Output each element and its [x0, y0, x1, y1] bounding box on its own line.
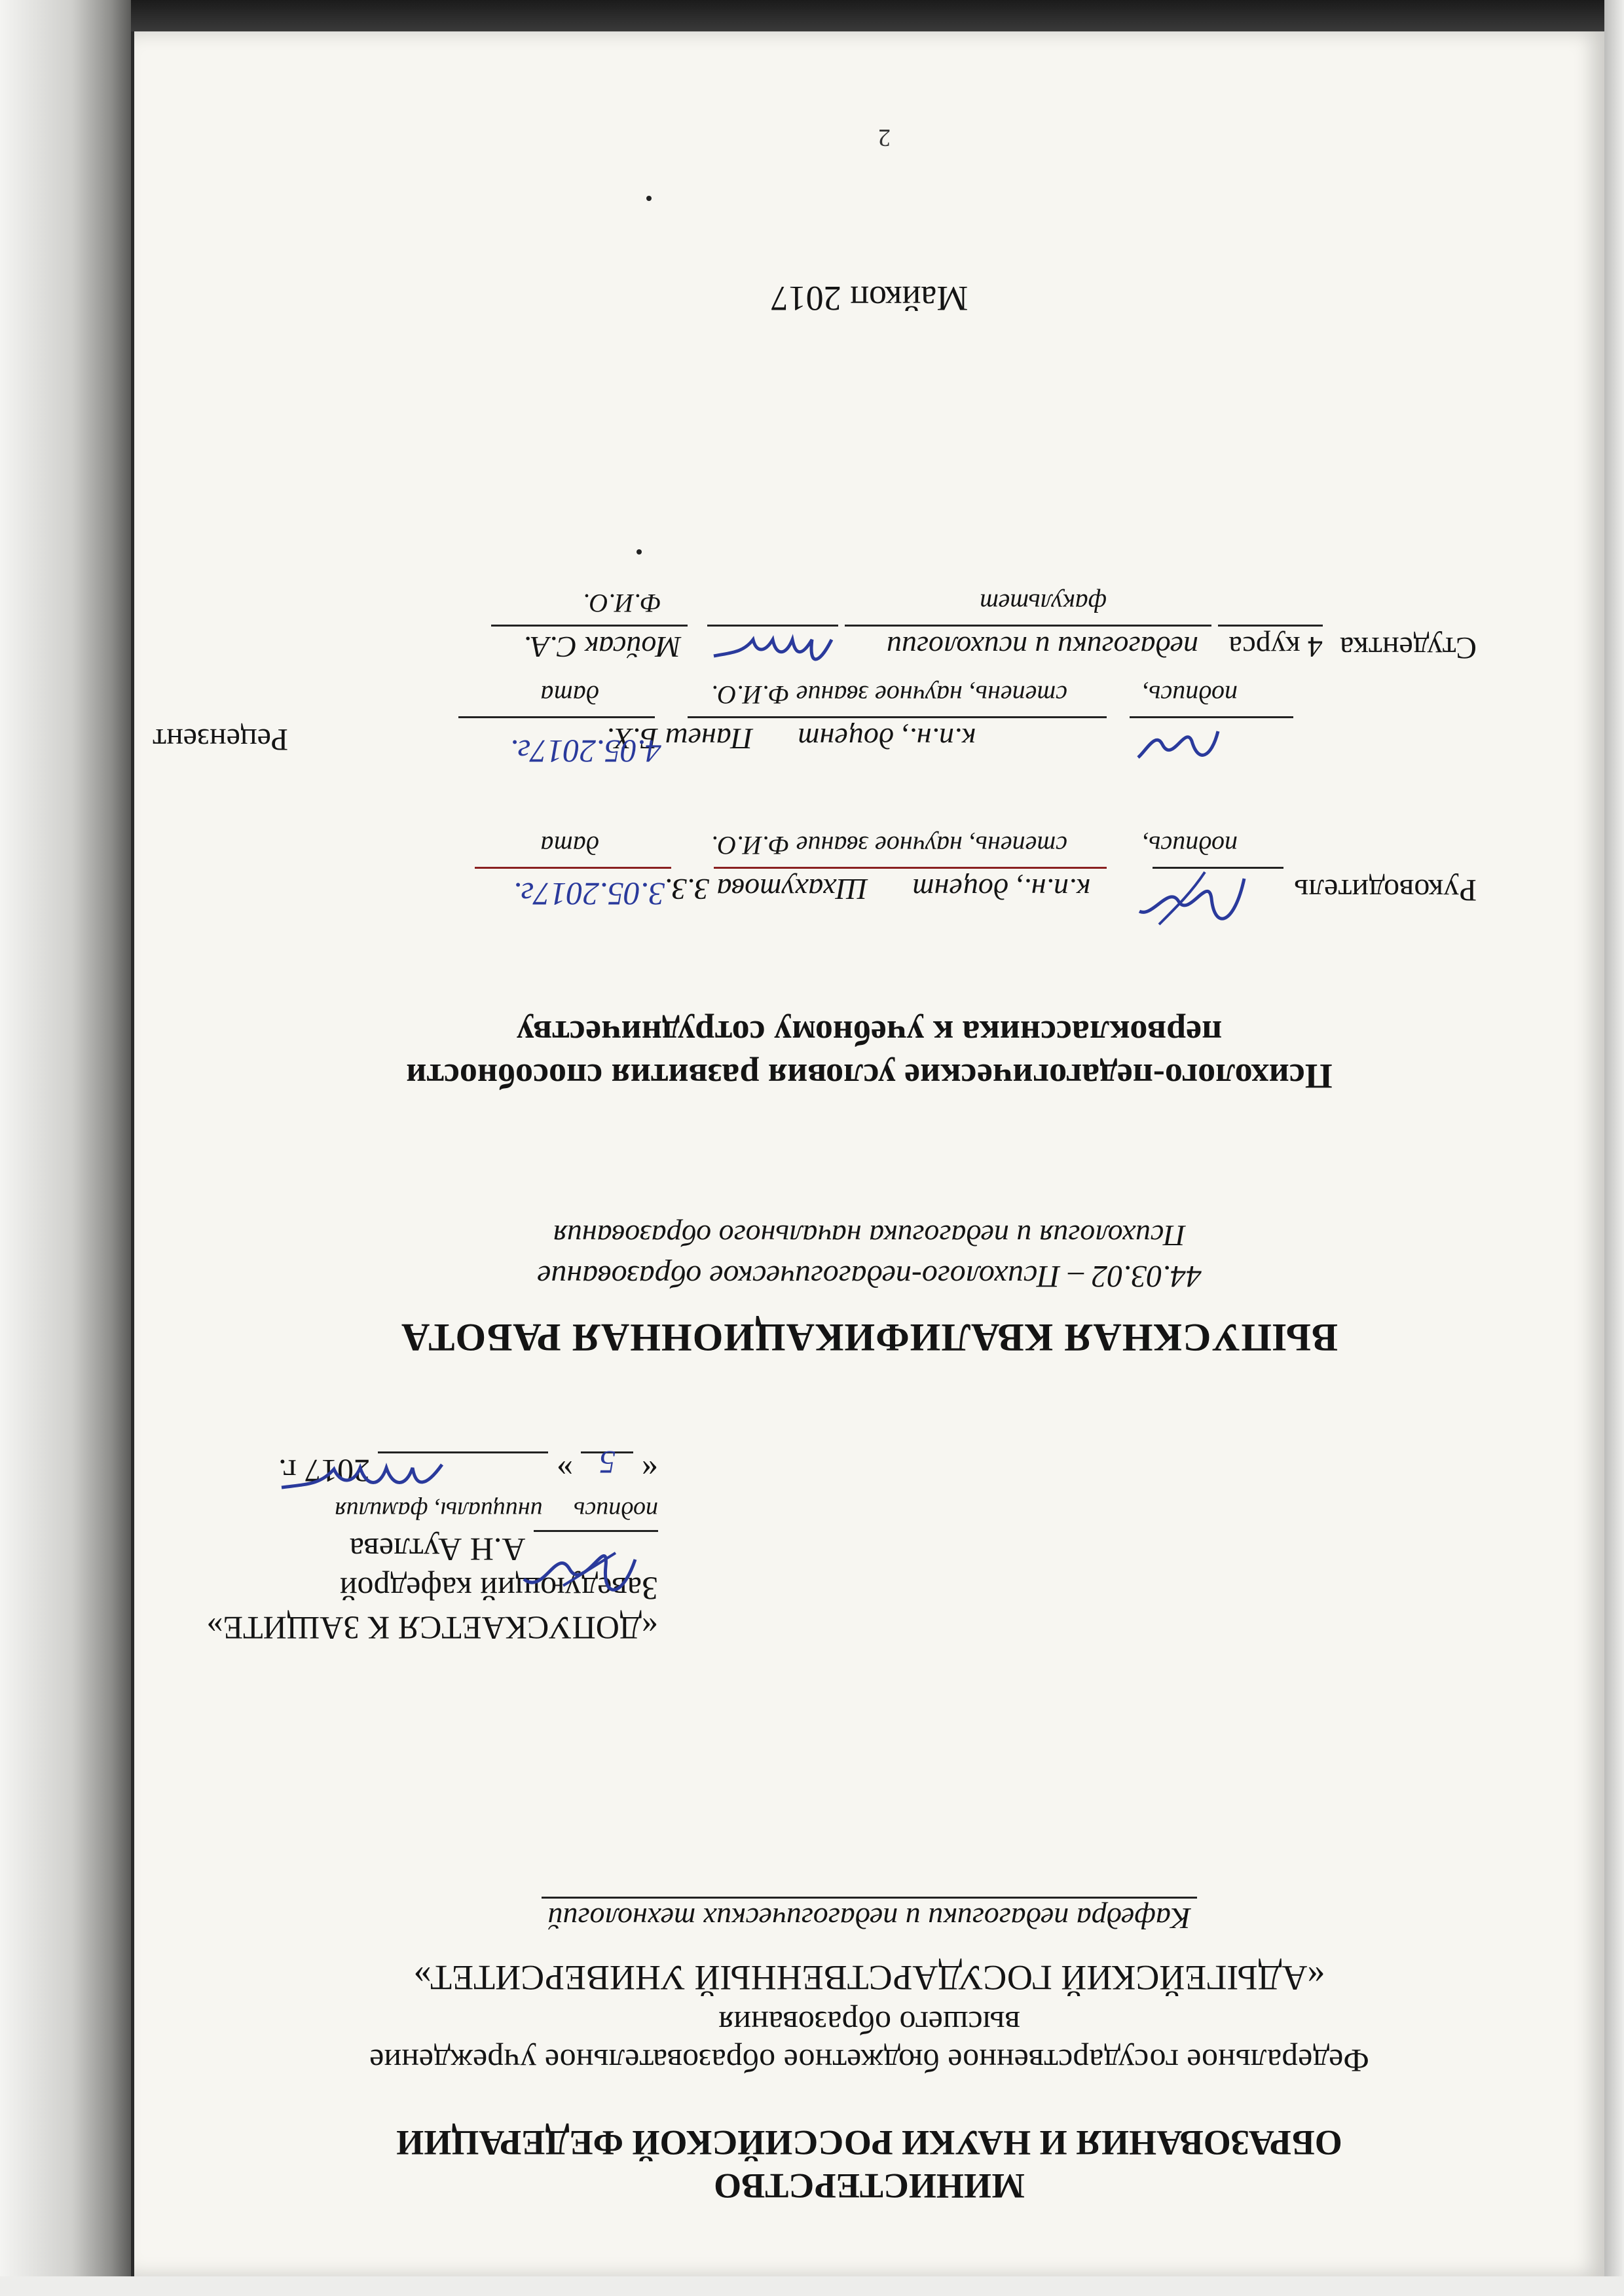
supervisor-date: 3.05.2017г. — [513, 876, 665, 913]
student-faculty-line — [845, 625, 1211, 627]
date-day-field — [581, 1444, 634, 1482]
scanner-edge-top — [0, 0, 1624, 31]
admission-stamp: «ДОПУСКАЕТСЯ К ЗАЩИТЕ» — [206, 1610, 658, 1647]
program-code: 44.03.02 – Психолого-педагогическое образование — [537, 1259, 1202, 1294]
head-name: А.Н Аутлева — [349, 1531, 526, 1568]
scanner-edge-right — [1604, 0, 1624, 2296]
scanner-edge-left — [0, 0, 131, 2296]
ministry-line-1: МИНИСТЕРСТВО — [714, 2166, 1025, 2206]
title-page — [134, 31, 1604, 2276]
date-quote-close: » — [557, 1453, 573, 1489]
supervisor-caption-date: дата — [540, 831, 599, 860]
reviewer-date-line — [458, 716, 655, 718]
scan-speck — [637, 549, 642, 555]
supervisor-signature — [1133, 866, 1251, 938]
university-name: «АДЫГЕЙСКИЙ ГОСУДАРСТВЕННЫЙ УНИВЕРСИТЕТ» — [413, 1958, 1325, 1997]
date-year: 2017 г. — [278, 1453, 370, 1489]
document-type: ВЫПУСКНАЯ КВАЛИФИКАЦИОННАЯ РАБОТА — [401, 1316, 1338, 1359]
institution-line-2: высшего образования — [718, 2005, 1020, 2041]
supervisor-name: Шхахутова З.З. — [664, 873, 868, 906]
head-caption: подпись инициалы, фамилия — [335, 1497, 658, 1524]
department-name — [134, 1897, 1604, 1936]
thesis-title — [134, 1011, 1604, 1098]
page-number: 2 — [878, 124, 891, 151]
student-faculty: педагогики и психологии — [886, 630, 1198, 664]
scanner-edge-bottom — [0, 2276, 1624, 2296]
reviewer-signature — [1133, 718, 1225, 777]
scan-speck — [646, 196, 652, 201]
ministry-line-2: ОБРАЗОВАНИЯ И НАУКИ РОССИЙСКОЙ ФЕДЕРАЦИИ — [396, 2123, 1342, 2162]
student-signature — [707, 623, 838, 676]
reviewer-caption-degree: степень, научное звание Ф.И.О. — [710, 680, 1067, 710]
student-course: 4 курса — [1228, 630, 1323, 664]
date-day: 5 — [599, 1444, 616, 1481]
thesis-title-line-1: Психолого-педагогические условия развития способности — [406, 1057, 1333, 1096]
student-name-line — [491, 625, 688, 627]
reviewer-label: Рецензент — [153, 722, 288, 757]
reviewer-name-line — [688, 716, 1107, 718]
supervisor-name-line — [714, 867, 1107, 869]
reviewer-name: Панеш Б.Х. — [606, 722, 753, 756]
head-signature — [517, 1546, 642, 1605]
institution-line-1: Федеральное государственное бюджетное образовательное учреждение — [369, 2043, 1369, 2079]
head-position: Заведующий кафедрой — [339, 1571, 658, 1607]
institution-name — [134, 2004, 1604, 2080]
supervisor-date-line — [475, 867, 671, 869]
student-signature-line — [707, 625, 838, 627]
reviewer-caption-sign: подпись, — [1142, 680, 1238, 710]
thesis-title-line-2: первоклассника к учебному сотрудничеству — [516, 1013, 1223, 1053]
ministry-heading — [134, 2121, 1604, 2208]
student-label: Студентка — [1340, 630, 1477, 665]
reviewer-credentials: к.п.н., доцент — [798, 722, 976, 756]
student-caption-name: Ф.И.О. — [583, 589, 661, 618]
date-quote-open: « — [642, 1453, 658, 1489]
supervisor-label: Руководитель — [1294, 873, 1477, 907]
reviewer-date: 4.05.2017г. — [509, 733, 661, 770]
student-course-line — [1218, 625, 1323, 627]
month-handwriting — [275, 1455, 445, 1501]
supervisor-credentials: к.п.н., доцент — [912, 873, 1090, 906]
reviewer-caption-date: дата — [540, 680, 599, 710]
student-name: Мойсак С.А. — [523, 630, 681, 664]
city-year: Майкоп 2017 — [770, 279, 969, 318]
department-label: Кафедра педагогики и педагогических технологий — [542, 1897, 1198, 1936]
supervisor-caption-degree: степень, научное звание Ф.И.О. — [710, 831, 1067, 860]
supervisor-caption-sign: подпись, — [1142, 831, 1238, 860]
student-caption-faculty: факультет — [980, 589, 1107, 618]
program-profile: Психология и педагогика начального образования — [553, 1219, 1186, 1252]
